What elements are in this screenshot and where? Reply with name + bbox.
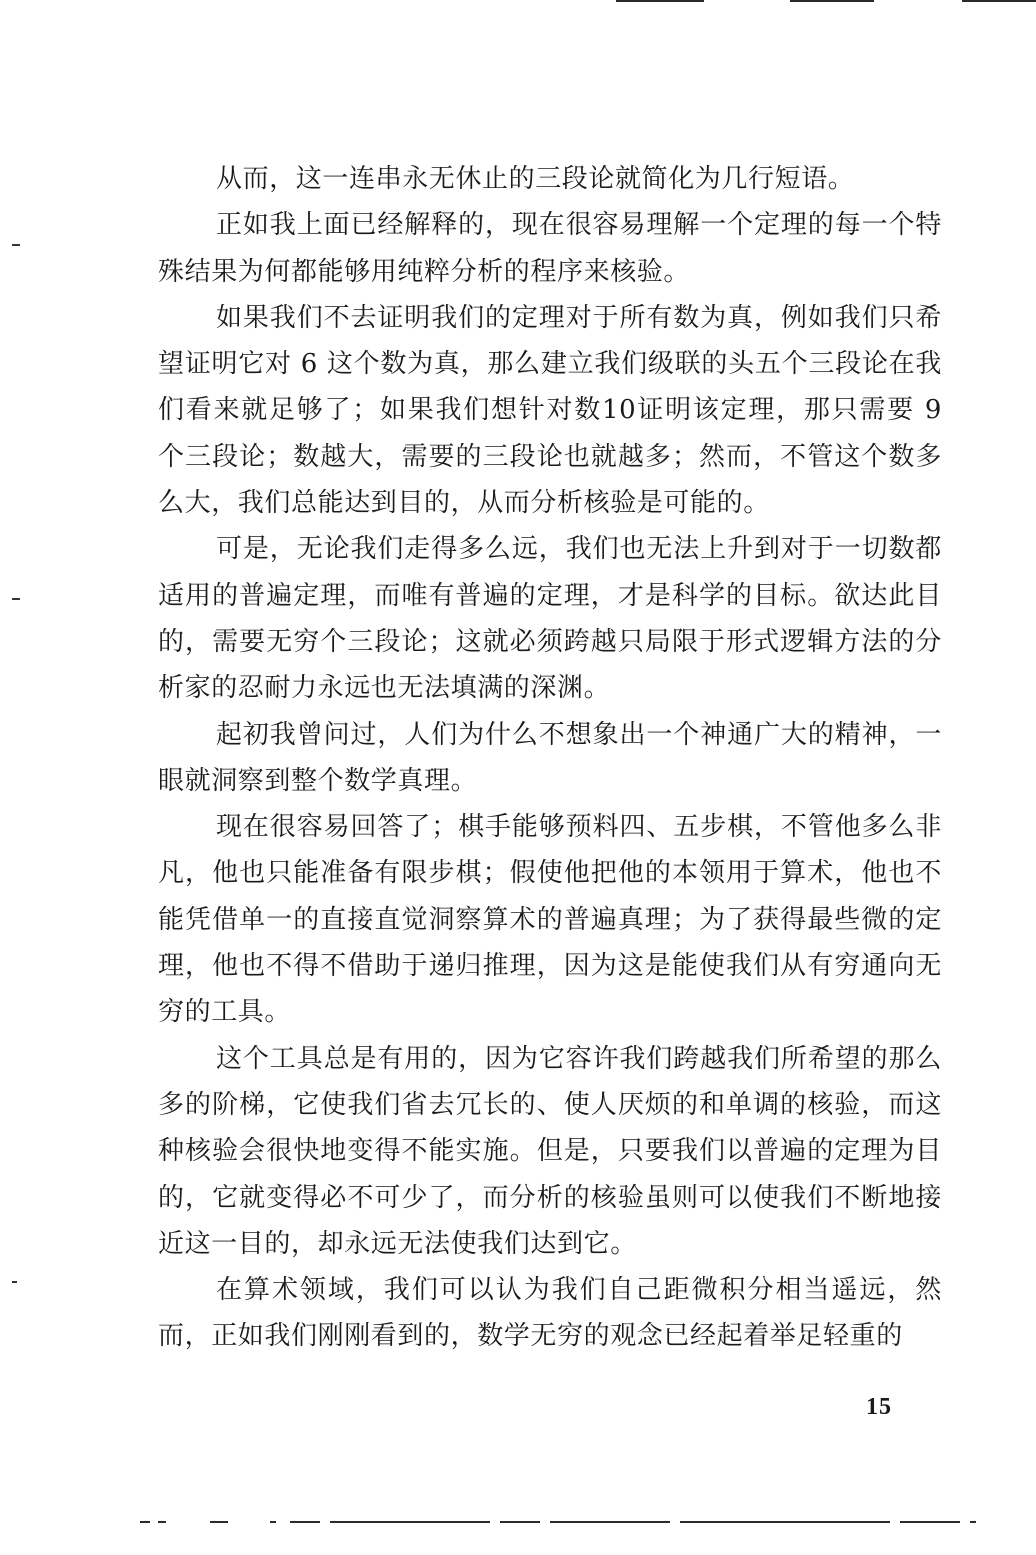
paragraph: 正如我上面已经解释的，现在很容易理解一个定理的每一个特殊结果为何都能够用纯粹分析的程序来核验。 xyxy=(158,210,942,287)
paragraph: 这个工具总是有用的，因为它容许我们跨越我们所希望的那么多的阶梯，它使我们省去冗长的、使人厌烦的和单调的核验，而这种核验会很快地变得不能实施。但是，只要我们以普遍的定理为目的，它就变得必不可少了，而分析的核验虽则可以使我们不断地接近这一目的，却永远无法使我们达到它。 xyxy=(158,1043,942,1259)
body-text xyxy=(158,156,942,1360)
margin-speck xyxy=(12,244,20,246)
margin-speck xyxy=(12,1281,17,1283)
paragraph: 如果我们不去证明我们的定理对于所有数为真，例如我们只希望证明它对 6 这个数为真，那么建立我们级联的头五个三段论在我们看来就足够了；如果我们想针对数10证明该定理，那只需要 9 个三段论；数越大，需要的三段论也就越多；然而，不管这个数多么大，我们总能达到目的，从而分析核验是可能的。 xyxy=(158,302,942,519)
paragraph: 现在很容易回答了；棋手能够预料四、五步棋，不管他多么非凡，他也只能准备有限步棋；假使他把他的本领用于算术，他也不能凭借单一的直接直觉洞察算术的普遍真理；为了获得最些微的定理，他也不得不借助于递归推理，因为这是能使我们从有穷通向无穷的工具。 xyxy=(158,812,942,1028)
paragraph: 起初我曾问过，人们为什么不想象出一个神通广大的精神，一眼就洞察到整个数学真理。 xyxy=(158,719,942,796)
margin-speck xyxy=(12,598,20,600)
paragraph: 可是，无论我们走得多么远，我们也无法上升到对于一切数都适用的普遍定理，而唯有普遍的定理，才是科学的目标。欲达此目的，需要无穷个三段论；这就必须跨越只局限于形式逻辑方法的分析家的忍耐力永远也无法填满的深渊。 xyxy=(158,534,942,704)
paragraph: 在算术领域，我们可以认为我们自己距微积分相当遥远，然而，正如我们刚刚看到的，数学无穷的观念已经起着举足轻重的 xyxy=(158,1275,942,1352)
paragraph: 从而，这一连串永无休止的三段论就简化为几行短语。 xyxy=(216,164,855,194)
top-scan-rule xyxy=(616,0,704,2)
top-scan-rule xyxy=(962,0,1036,2)
page-number: 15 xyxy=(866,1394,892,1420)
bottom-scan-noise xyxy=(140,1521,990,1525)
top-scan-rule xyxy=(790,0,874,2)
